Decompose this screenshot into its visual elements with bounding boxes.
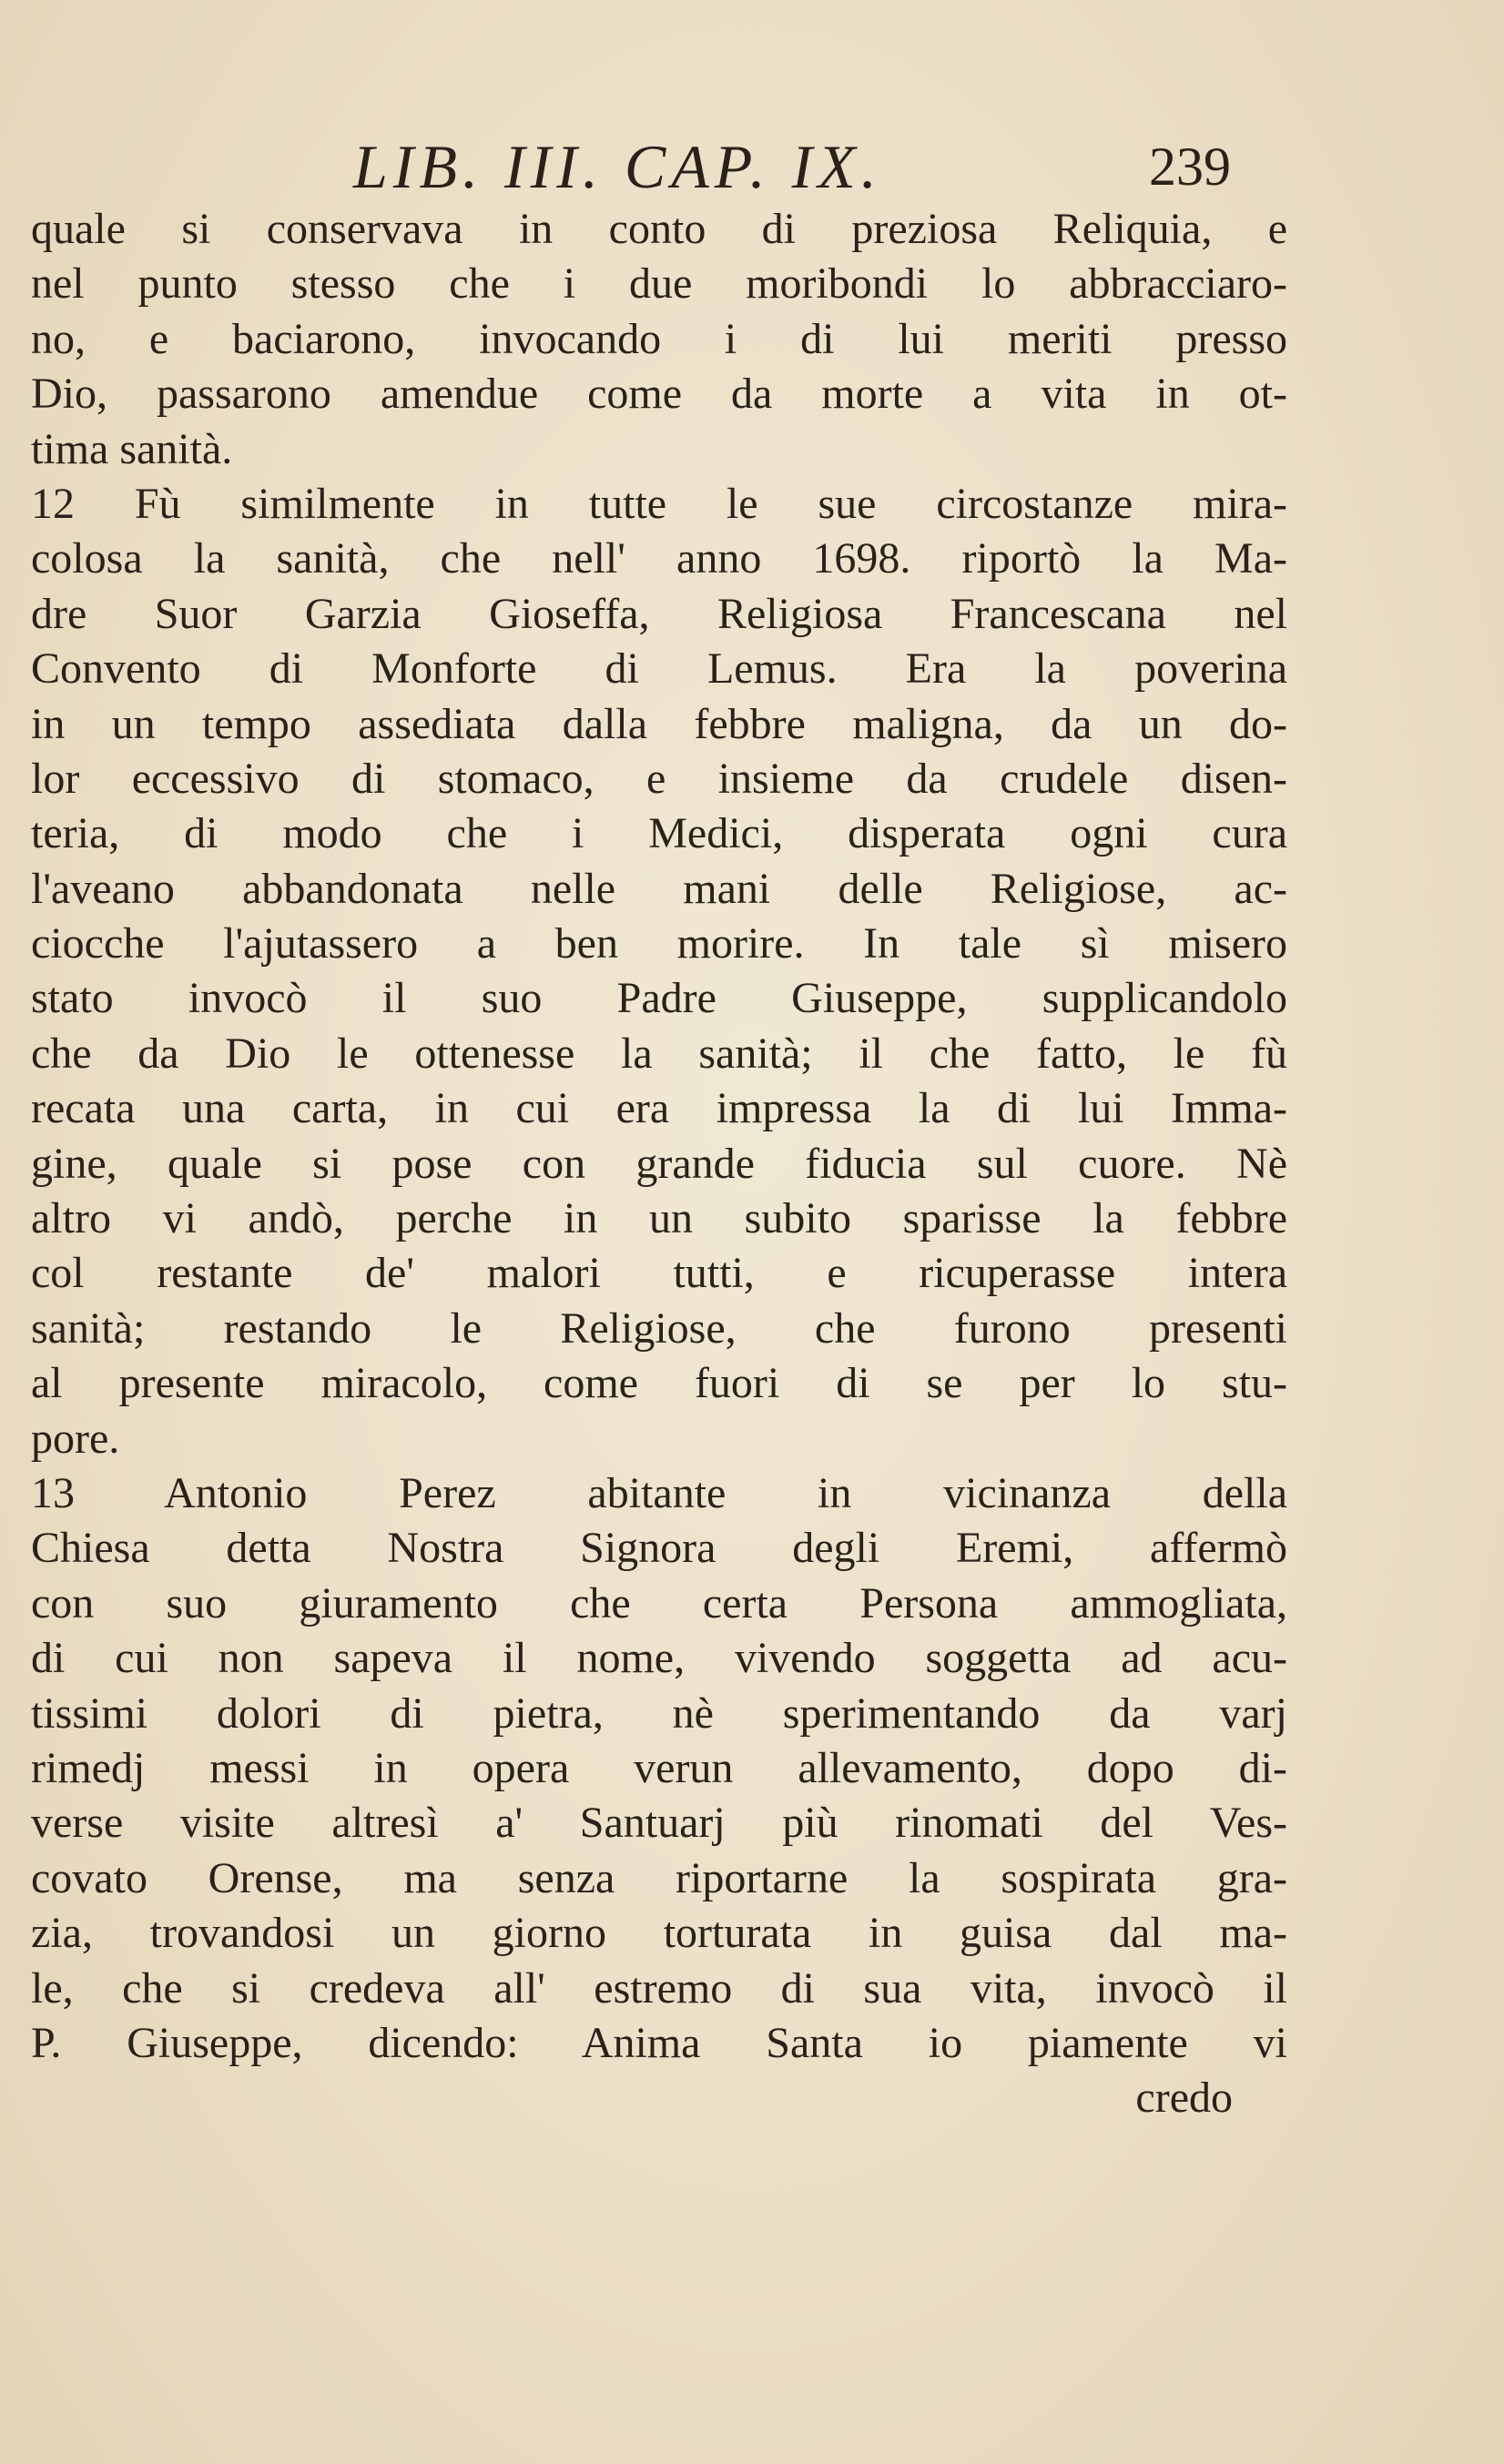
text-line: Dio, passarono amendue come da morte a vita in ot- <box>31 370 1287 419</box>
text-line: col restante de' malori tutti, e ricuperasse intera <box>31 1249 1287 1298</box>
text-line: tima sanità. <box>31 424 233 473</box>
text-line: zia, trovandosi un giorno torturata in guisa dal ma- <box>31 1909 1287 1958</box>
text-line: no, e baciarono, invocando i di lui meriti presso <box>31 314 1287 363</box>
text-line: dre Suor Garzia Gioseffa, Religiosa Francescana nel <box>31 589 1287 638</box>
catchword: credo <box>1135 2074 1233 2123</box>
text-line: lor eccessivo di stomaco, e insieme da crudele disen- <box>31 754 1287 803</box>
text-line: di cui non sapeva il nome, vivendo soggetta ad acu- <box>31 1634 1287 1683</box>
page-header <box>0 126 1504 208</box>
text-line: 12 Fù similmente in tutte le sue circostanze mira- <box>31 479 1287 528</box>
text-line: altro vi andò, perche in un subito sparisse la febbre <box>31 1194 1287 1243</box>
text-line: ciocche l'ajutassero a ben morire. In tale sì misero <box>31 919 1287 968</box>
body-text <box>31 202 1287 2126</box>
text-line: verse visite altresì a' Santuarj più rinomati del Ves- <box>31 1799 1287 1848</box>
text-line: P. Giuseppe, dicendo: Anima Santa io piamente vi <box>31 2018 1287 2067</box>
page-number: 239 <box>1149 137 1231 197</box>
text-line: con suo giuramento che certa Persona ammogliata, <box>31 1578 1287 1627</box>
text-line: tissimi dolori di pietra, nè sperimentando da varj <box>31 1688 1287 1738</box>
text-line: nel punto stesso che i due moribondi lo abbracciaro- <box>31 259 1287 309</box>
text-line: covato Orense, ma senza riportarne la sospirata gra- <box>31 1853 1287 1902</box>
text-line: che da Dio le ottenesse la sanità; il che fatto, le fù <box>31 1029 1287 1078</box>
text-line: l'aveano abbandonata nelle mani delle Religiose, ac- <box>31 864 1287 913</box>
text-line: le, che si credeva all' estremo di sua vita, invocò il <box>31 1963 1287 2013</box>
text-line: teria, di modo che i Medici, disperata ogni cura <box>31 809 1287 858</box>
text-line: recata una carta, in cui era impressa la di lui Imma- <box>31 1084 1287 1133</box>
text-line: sanità; restando le Religiose, che furono presenti <box>31 1303 1287 1353</box>
text-line: colosa la sanità, che nell' anno 1698. riportò la Ma- <box>31 534 1287 583</box>
text-line: 13 Antonio Perez abitante in vicinanza della <box>31 1468 1287 1517</box>
text-line: Chiesa detta Nostra Signora degli Eremi, affermò <box>31 1524 1287 1573</box>
text-line: quale si conservava in conto di preziosa Reliquia, e <box>31 205 1287 253</box>
running-head: LIB. III. CAP. IX. <box>353 132 882 201</box>
text-line: rimedj messi in opera verun allevamento, dopo di- <box>31 1743 1287 1792</box>
text-line: al presente miracolo, come fuori di se per lo stu- <box>31 1359 1287 1408</box>
text-line: gine, quale si pose con grande fiducia sul cuore. Nè <box>31 1139 1287 1188</box>
text-line: stato invocò il suo Padre Giuseppe, supplicandolo <box>31 974 1287 1023</box>
text-line: Convento di Monforte di Lemus. Era la poverina <box>31 644 1287 694</box>
text-line: pore. <box>31 1414 120 1463</box>
text-line: in un tempo assediata dalla febbre maligna, da un do- <box>31 699 1287 748</box>
